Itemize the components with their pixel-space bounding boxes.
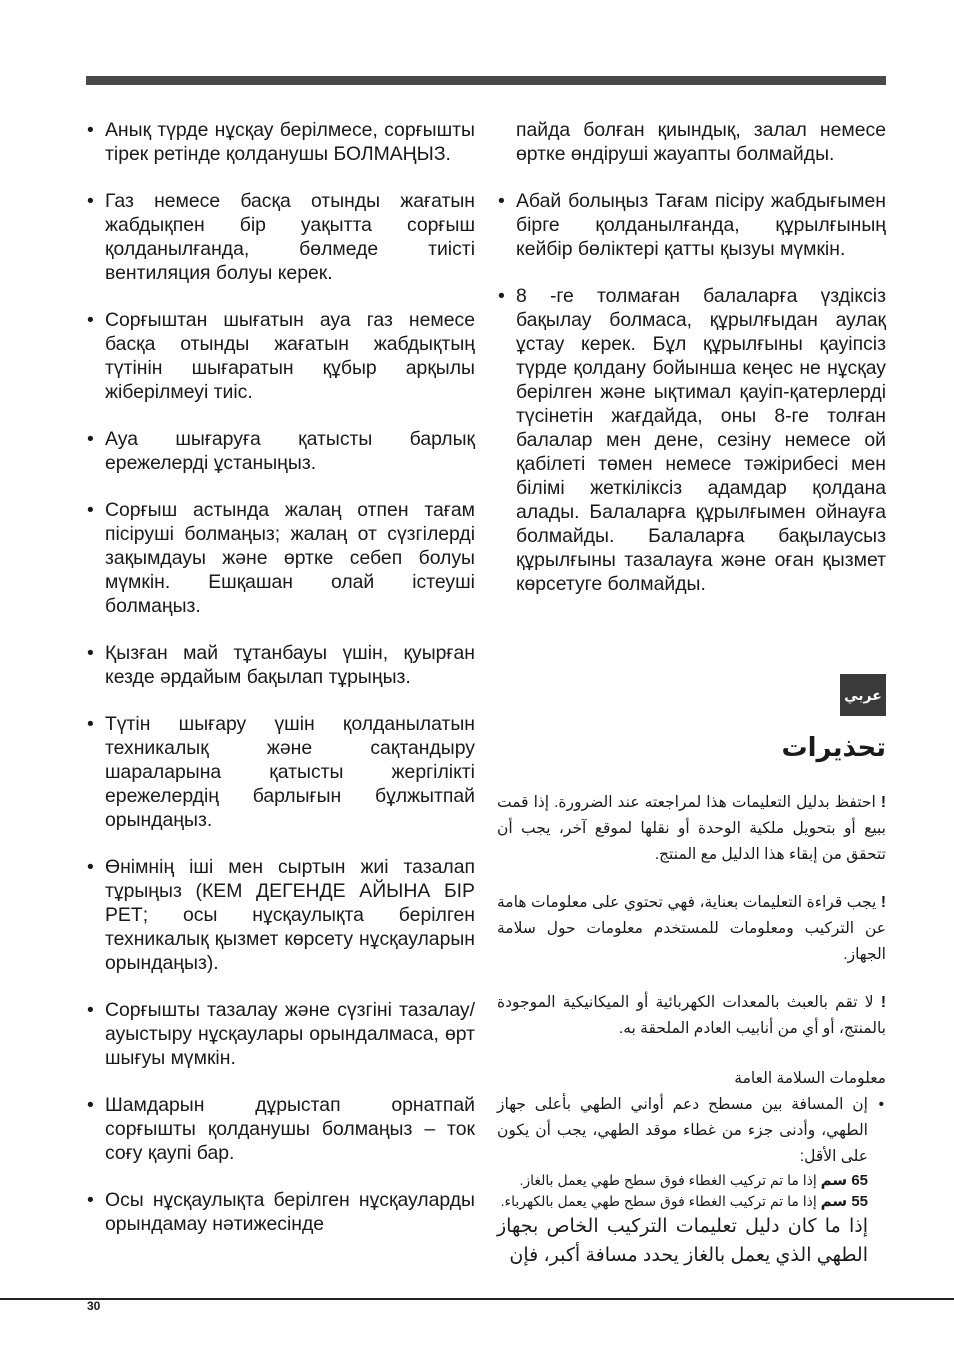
list-item: • Ауа шығаруға қатысты барлық ережелерді ұстаныңыз. <box>86 427 475 475</box>
warning-mark-icon: ! <box>880 994 886 1011</box>
continued-text: пайда болған қиындық, залал немесе өртке өндіруші жауапты болмайды. <box>516 119 886 165</box>
right-column <box>497 118 886 619</box>
arabic-note-gas: 65 سم إذا ما تم تركيب الغطاء فوق سطح طهي يعمل بالغاز. <box>519 1172 868 1189</box>
left-column <box>86 118 475 1259</box>
arabic-bullet: • إن المسافة بين مسطح دعم أواني الطهي بأعلى جهاز الطهي، وأدنى جزء من غطاء موقد الطهي، يجب أن يكون على الأقل: <box>497 1092 886 1170</box>
list-item: • 8 -ге толмаған балаларға үздіксіз бақылау болмаса, құрылғыдан аулақ ұстау керек. Бұл құрылғыны қауіпсіз түрде қолдану бойынша кеңес не нұсқау берілген және ықтимал қауіп-қатерлерді түсінетін жағдайда, оны 8-ге толған балалар мен дене, сезіну немесе ой қабілеті төмен немесе тәжірибесі мен білімі жеткіліксіз адамдар қолдана алады. Балаларға құрылғымен ойнауға болмайды. Балаларға бақылаусыз құрылғыны тазалауға және оған қызмет көрсетуге болмайды. <box>497 284 886 596</box>
arabic-subheading: معلومات السلامة العامة <box>734 1070 886 1087</box>
arabic-warning-1: ! احتفظ بدليل التعليمات هذا لمراجعته عند الضرورة. إذا قمت ببيع أو بتحويل ملكية الوحدة أو نقلها لموقع آخر، يجب أن تتحقق من إبقاء هذا الدليل مع المنتج. <box>497 794 887 863</box>
warning-mark-icon: ! <box>880 794 887 811</box>
bottom-rule <box>0 1298 954 1300</box>
list-item: • Шамдарын дұрыстап орнатпай сорғышты қолданушы болмаңыз – ток соғу қаупі бар. <box>86 1093 475 1165</box>
list-item: • Сорғыштан шығатын ауа газ немесе басқа отынды жағатын жабдықтың түтінін шығаратын құбыр арқылы жіберілмеуі тиіс. <box>86 308 475 404</box>
arabic-warning-3: ! لا تقم بالعبث بالمعدات الكهربائية أو الميكانيكية الموجودة بالمنتج، أو أي من أنابيب العادم الملحقة به. <box>497 994 886 1037</box>
list-item: • Қызған май тұтанбауы үшін, қуырған кезде әрдайым бақылап тұрыңыз. <box>86 641 475 689</box>
left-bullet-list <box>86 118 475 1236</box>
top-rule <box>86 76 886 85</box>
language-tab: عربي <box>840 674 886 716</box>
list-item: • Осы нұсқаулықта берілген нұсқауларды орындамау нәтижесінде <box>86 1188 475 1236</box>
arabic-warning-2: ! يجب قراءة التعليمات بعناية، فهي تحتوي على معلومات هامة عن التركيب ومعلومات للمستخدم معلومات حول سلامة الجهاز. <box>497 894 886 963</box>
list-item: • Абай болыңыз Тағам пісіру жабдығымен бірге қолданылғанда, құрылғының кейбір бөліктері қатты қызуы мүмкін. <box>497 189 886 261</box>
arabic-heading: تحذيرات <box>781 732 886 762</box>
list-item: • Анық түрде нұсқау берілмесе, сорғышты тірек ретінде қолданушы БОЛМАҢЫЗ. <box>86 118 475 166</box>
warning-mark-icon: ! <box>880 894 886 911</box>
list-item: • Түтін шығару үшін қолданылатын техникалық және сақтандыру шараларына қатысты жергілікті ережелердің барлығын бұлжытпай орындаңыз. <box>86 712 475 832</box>
arabic-safety-section <box>497 1066 886 1270</box>
list-item: • Өнімнің іші мен сыртын жиі тазалап тұрыңыз (КЕМ ДЕГЕНДЕ АЙЫНА БІР РЕТ; осы нұсқаулықта берілген техникалық қызмет көрсету нұсқауларын орындаңыз). <box>86 855 475 975</box>
page-number: 30 <box>87 1299 101 1313</box>
arabic-continuation: إذا ما كان دليل تعليمات التركيب الخاص بجهاز الطهي الذي يعمل بالغاز يحدد مسافة أكبر، فإن <box>497 1216 868 1266</box>
list-item: • Сорғыш астында жалаң отпен тағам пісіруші болмаңыз; жалаң от сүзгілерді зақымдауы және өртке себеп болуы мүмкін. Ешқашан олай істеуші болмаңыз. <box>86 498 475 618</box>
right-bullet-list <box>497 189 886 596</box>
list-item: • Газ немесе басқа отынды жағатын жабдықпен бір уақытта сорғыш қолданылғанда, бөлмеде тиісті вентиляция болуы керек. <box>86 189 475 285</box>
list-item: • Сорғышты тазалау және сүзгіні тазалау/ауыстыру нұсқаулары орындалмаса, өрт шығуы мүмкін. <box>86 998 475 1070</box>
arabic-note-electric: 55 سم إذا ما تم تركيب الغطاء فوق سطح طهي يعمل بالكهرباء. <box>500 1193 868 1210</box>
